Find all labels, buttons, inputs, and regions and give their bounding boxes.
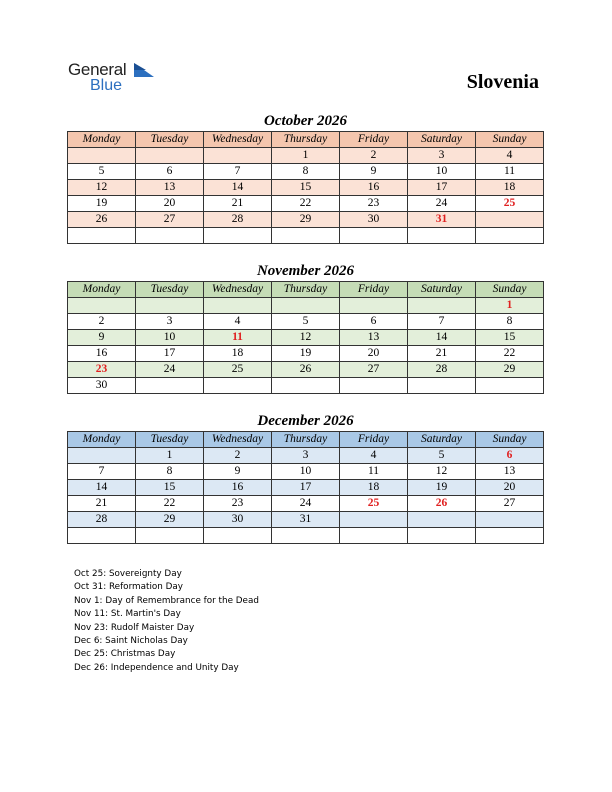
empty-cell xyxy=(408,228,476,244)
weekday-header: Friday xyxy=(340,432,408,448)
empty-cell xyxy=(68,448,136,464)
weekday-header: Wednesday xyxy=(204,282,272,298)
day-cell: 29 xyxy=(136,512,204,528)
empty-cell xyxy=(136,228,204,244)
day-cell: 13 xyxy=(476,464,544,480)
weekday-header: Thursday xyxy=(272,282,340,298)
day-cell: 18 xyxy=(476,180,544,196)
weekday-header: Saturday xyxy=(408,432,476,448)
weekday-header: Sunday xyxy=(476,132,544,148)
day-cell: 27 xyxy=(476,496,544,512)
holiday-item: Dec 26: Independence and Unity Day xyxy=(74,662,239,673)
empty-cell xyxy=(476,212,544,228)
day-cell: 26 xyxy=(68,212,136,228)
holiday-item: Nov 11: St. Martin's Day xyxy=(74,609,181,620)
empty-cell xyxy=(340,512,408,528)
empty-cell xyxy=(272,378,340,394)
day-cell: 9 xyxy=(204,464,272,480)
day-cell: 8 xyxy=(272,164,340,180)
day-cell: 16 xyxy=(340,180,408,196)
week-row xyxy=(68,480,544,496)
day-cell: 1 xyxy=(476,298,544,314)
empty-cell xyxy=(476,528,544,544)
day-cell: 15 xyxy=(476,330,544,346)
day-cell: 2 xyxy=(204,448,272,464)
day-cell: 12 xyxy=(68,180,136,196)
day-cell: 2 xyxy=(68,314,136,330)
calendar-december xyxy=(67,411,544,544)
day-cell: 5 xyxy=(272,314,340,330)
week-row xyxy=(68,362,544,378)
empty-cell xyxy=(340,378,408,394)
day-cell: 9 xyxy=(340,164,408,180)
week-row xyxy=(68,298,544,314)
day-cell: 20 xyxy=(136,196,204,212)
month-title: November 2026 xyxy=(256,263,355,279)
holiday-item: Oct 31: Reformation Day xyxy=(74,582,184,593)
month-grid xyxy=(67,431,544,544)
week-row xyxy=(68,180,544,196)
day-cell: 31 xyxy=(272,512,340,528)
empty-cell xyxy=(272,298,340,314)
day-cell: 17 xyxy=(272,480,340,496)
empty-cell xyxy=(68,298,136,314)
weekday-header: Thursday xyxy=(272,432,340,448)
day-cell: 11 xyxy=(340,464,408,480)
day-cell: 24 xyxy=(408,196,476,212)
day-cell: 2 xyxy=(340,148,408,164)
weekday-header: Wednesday xyxy=(204,132,272,148)
holiday-item: Oct 25: Sovereignty Day xyxy=(74,569,182,579)
day-cell: 6 xyxy=(476,448,544,464)
day-cell: 24 xyxy=(136,362,204,378)
day-cell: 14 xyxy=(68,480,136,496)
day-cell: 9 xyxy=(68,330,136,346)
day-cell: 16 xyxy=(204,480,272,496)
week-row xyxy=(68,164,544,180)
day-cell: 18 xyxy=(340,480,408,496)
day-cell: 12 xyxy=(272,330,340,346)
calendar-october xyxy=(67,111,544,244)
day-cell: 21 xyxy=(408,346,476,362)
day-cell: 5 xyxy=(408,448,476,464)
day-cell: 25 xyxy=(476,196,544,212)
day-cell: 5 xyxy=(68,164,136,180)
weekday-header: Sunday xyxy=(476,282,544,298)
week-row xyxy=(68,346,544,362)
week-row xyxy=(68,512,544,528)
day-cell: 8 xyxy=(136,464,204,480)
holiday-item: Nov 1: Day of Remembrance for the Dead xyxy=(74,595,259,606)
day-cell: 3 xyxy=(136,314,204,330)
weekday-header: Monday xyxy=(68,132,136,148)
day-cell: 30 xyxy=(204,512,272,528)
empty-cell xyxy=(136,298,204,314)
day-cell: 22 xyxy=(476,346,544,362)
holiday-item: Dec 6: Saint Nicholas Day xyxy=(74,636,188,647)
weekday-header: Saturday xyxy=(408,132,476,148)
day-cell: 30 xyxy=(68,378,136,394)
day-cell: 1 xyxy=(136,448,204,464)
empty-cell xyxy=(272,528,340,544)
empty-cell xyxy=(476,378,544,394)
week-row xyxy=(68,228,544,244)
empty-cell xyxy=(68,228,136,244)
day-cell: 3 xyxy=(408,148,476,164)
day-cell: 25 xyxy=(204,362,272,378)
day-cell: 7 xyxy=(408,314,476,330)
empty-cell xyxy=(204,528,272,544)
week-row xyxy=(68,148,544,164)
day-cell: 26 xyxy=(272,362,340,378)
day-cell: 4 xyxy=(340,448,408,464)
empty-cell xyxy=(272,228,340,244)
week-row xyxy=(68,496,544,512)
logo-flag-icon xyxy=(134,63,154,77)
day-cell: 26 xyxy=(408,496,476,512)
day-cell: 23 xyxy=(68,362,136,378)
day-cell: 8 xyxy=(476,314,544,330)
day-cell: 19 xyxy=(68,196,136,212)
empty-cell xyxy=(204,148,272,164)
day-cell: 21 xyxy=(68,496,136,512)
day-cell: 11 xyxy=(476,164,544,180)
day-cell: 22 xyxy=(136,496,204,512)
empty-cell xyxy=(340,228,408,244)
day-cell: 29 xyxy=(476,362,544,378)
day-cell: 13 xyxy=(136,180,204,196)
day-cell: 3 xyxy=(272,448,340,464)
week-row xyxy=(68,448,544,464)
month-title: December 2026 xyxy=(257,413,354,429)
empty-cell xyxy=(340,298,408,314)
logo-general-text: General xyxy=(68,60,127,79)
logo xyxy=(68,60,168,96)
day-cell: 21 xyxy=(204,196,272,212)
weekday-header: Wednesday xyxy=(204,432,272,448)
empty-cell xyxy=(340,528,408,544)
day-cell: 11 xyxy=(204,330,272,346)
day-cell: 7 xyxy=(68,464,136,480)
weekday-header: Friday xyxy=(340,282,408,298)
day-cell: 23 xyxy=(340,196,408,212)
day-cell: 6 xyxy=(340,314,408,330)
day-cell: 17 xyxy=(136,346,204,362)
weekday-header: Sunday xyxy=(476,432,544,448)
day-cell: 31 xyxy=(408,212,476,228)
day-cell: 15 xyxy=(272,180,340,196)
country-title: Slovenia xyxy=(466,71,539,93)
logo-blue-text: Blue xyxy=(90,77,123,94)
day-cell: 7 xyxy=(204,164,272,180)
month-grid xyxy=(67,131,544,244)
weekday-header: Friday xyxy=(340,132,408,148)
day-cell: 12 xyxy=(408,464,476,480)
empty-cell xyxy=(136,378,204,394)
day-cell: 30 xyxy=(340,212,408,228)
weekday-header: Tuesday xyxy=(136,132,204,148)
day-cell: 24 xyxy=(272,496,340,512)
day-cell: 22 xyxy=(272,196,340,212)
empty-cell xyxy=(408,298,476,314)
week-row xyxy=(68,330,544,346)
day-cell: 10 xyxy=(272,464,340,480)
week-row xyxy=(68,378,544,394)
day-cell: 4 xyxy=(204,314,272,330)
day-cell: 14 xyxy=(204,180,272,196)
empty-cell xyxy=(136,148,204,164)
empty-cell xyxy=(408,528,476,544)
week-row xyxy=(68,196,544,212)
holiday-item: Dec 25: Christmas Day xyxy=(74,649,176,660)
day-cell: 17 xyxy=(408,180,476,196)
calendar-november xyxy=(67,261,544,394)
day-cell: 19 xyxy=(272,346,340,362)
weekday-header: Thursday xyxy=(272,132,340,148)
empty-cell xyxy=(68,528,136,544)
week-row xyxy=(68,314,544,330)
weekday-header: Saturday xyxy=(408,282,476,298)
day-cell: 6 xyxy=(136,164,204,180)
day-cell: 13 xyxy=(340,330,408,346)
month-grid xyxy=(67,281,544,394)
empty-cell xyxy=(408,512,476,528)
day-cell: 25 xyxy=(340,496,408,512)
empty-cell xyxy=(204,298,272,314)
empty-cell xyxy=(136,528,204,544)
empty-cell xyxy=(476,228,544,244)
holiday-list xyxy=(74,568,259,675)
day-cell: 14 xyxy=(408,330,476,346)
day-cell: 18 xyxy=(204,346,272,362)
day-cell: 28 xyxy=(408,362,476,378)
day-cell: 15 xyxy=(136,480,204,496)
day-cell: 27 xyxy=(136,212,204,228)
empty-cell xyxy=(476,512,544,528)
day-cell: 20 xyxy=(476,480,544,496)
day-cell: 1 xyxy=(272,148,340,164)
day-cell: 19 xyxy=(408,480,476,496)
empty-cell xyxy=(204,378,272,394)
day-cell: 10 xyxy=(408,164,476,180)
week-row xyxy=(68,212,544,228)
day-cell: 27 xyxy=(340,362,408,378)
day-cell: 29 xyxy=(272,212,340,228)
empty-cell xyxy=(408,378,476,394)
weekday-header: Monday xyxy=(68,432,136,448)
week-row xyxy=(68,464,544,480)
day-cell: 20 xyxy=(340,346,408,362)
month-title: October 2026 xyxy=(264,113,347,129)
empty-cell xyxy=(204,228,272,244)
day-cell: 28 xyxy=(68,512,136,528)
day-cell: 4 xyxy=(476,148,544,164)
week-row xyxy=(68,528,544,544)
weekday-header: Monday xyxy=(68,282,136,298)
day-cell: 10 xyxy=(136,330,204,346)
day-cell: 28 xyxy=(204,212,272,228)
day-cell: 16 xyxy=(68,346,136,362)
empty-cell xyxy=(68,148,136,164)
weekday-header: Tuesday xyxy=(136,282,204,298)
holiday-item: Nov 23: Rudolf Maister Day xyxy=(74,622,195,633)
day-cell: 23 xyxy=(204,496,272,512)
weekday-header: Tuesday xyxy=(136,432,204,448)
